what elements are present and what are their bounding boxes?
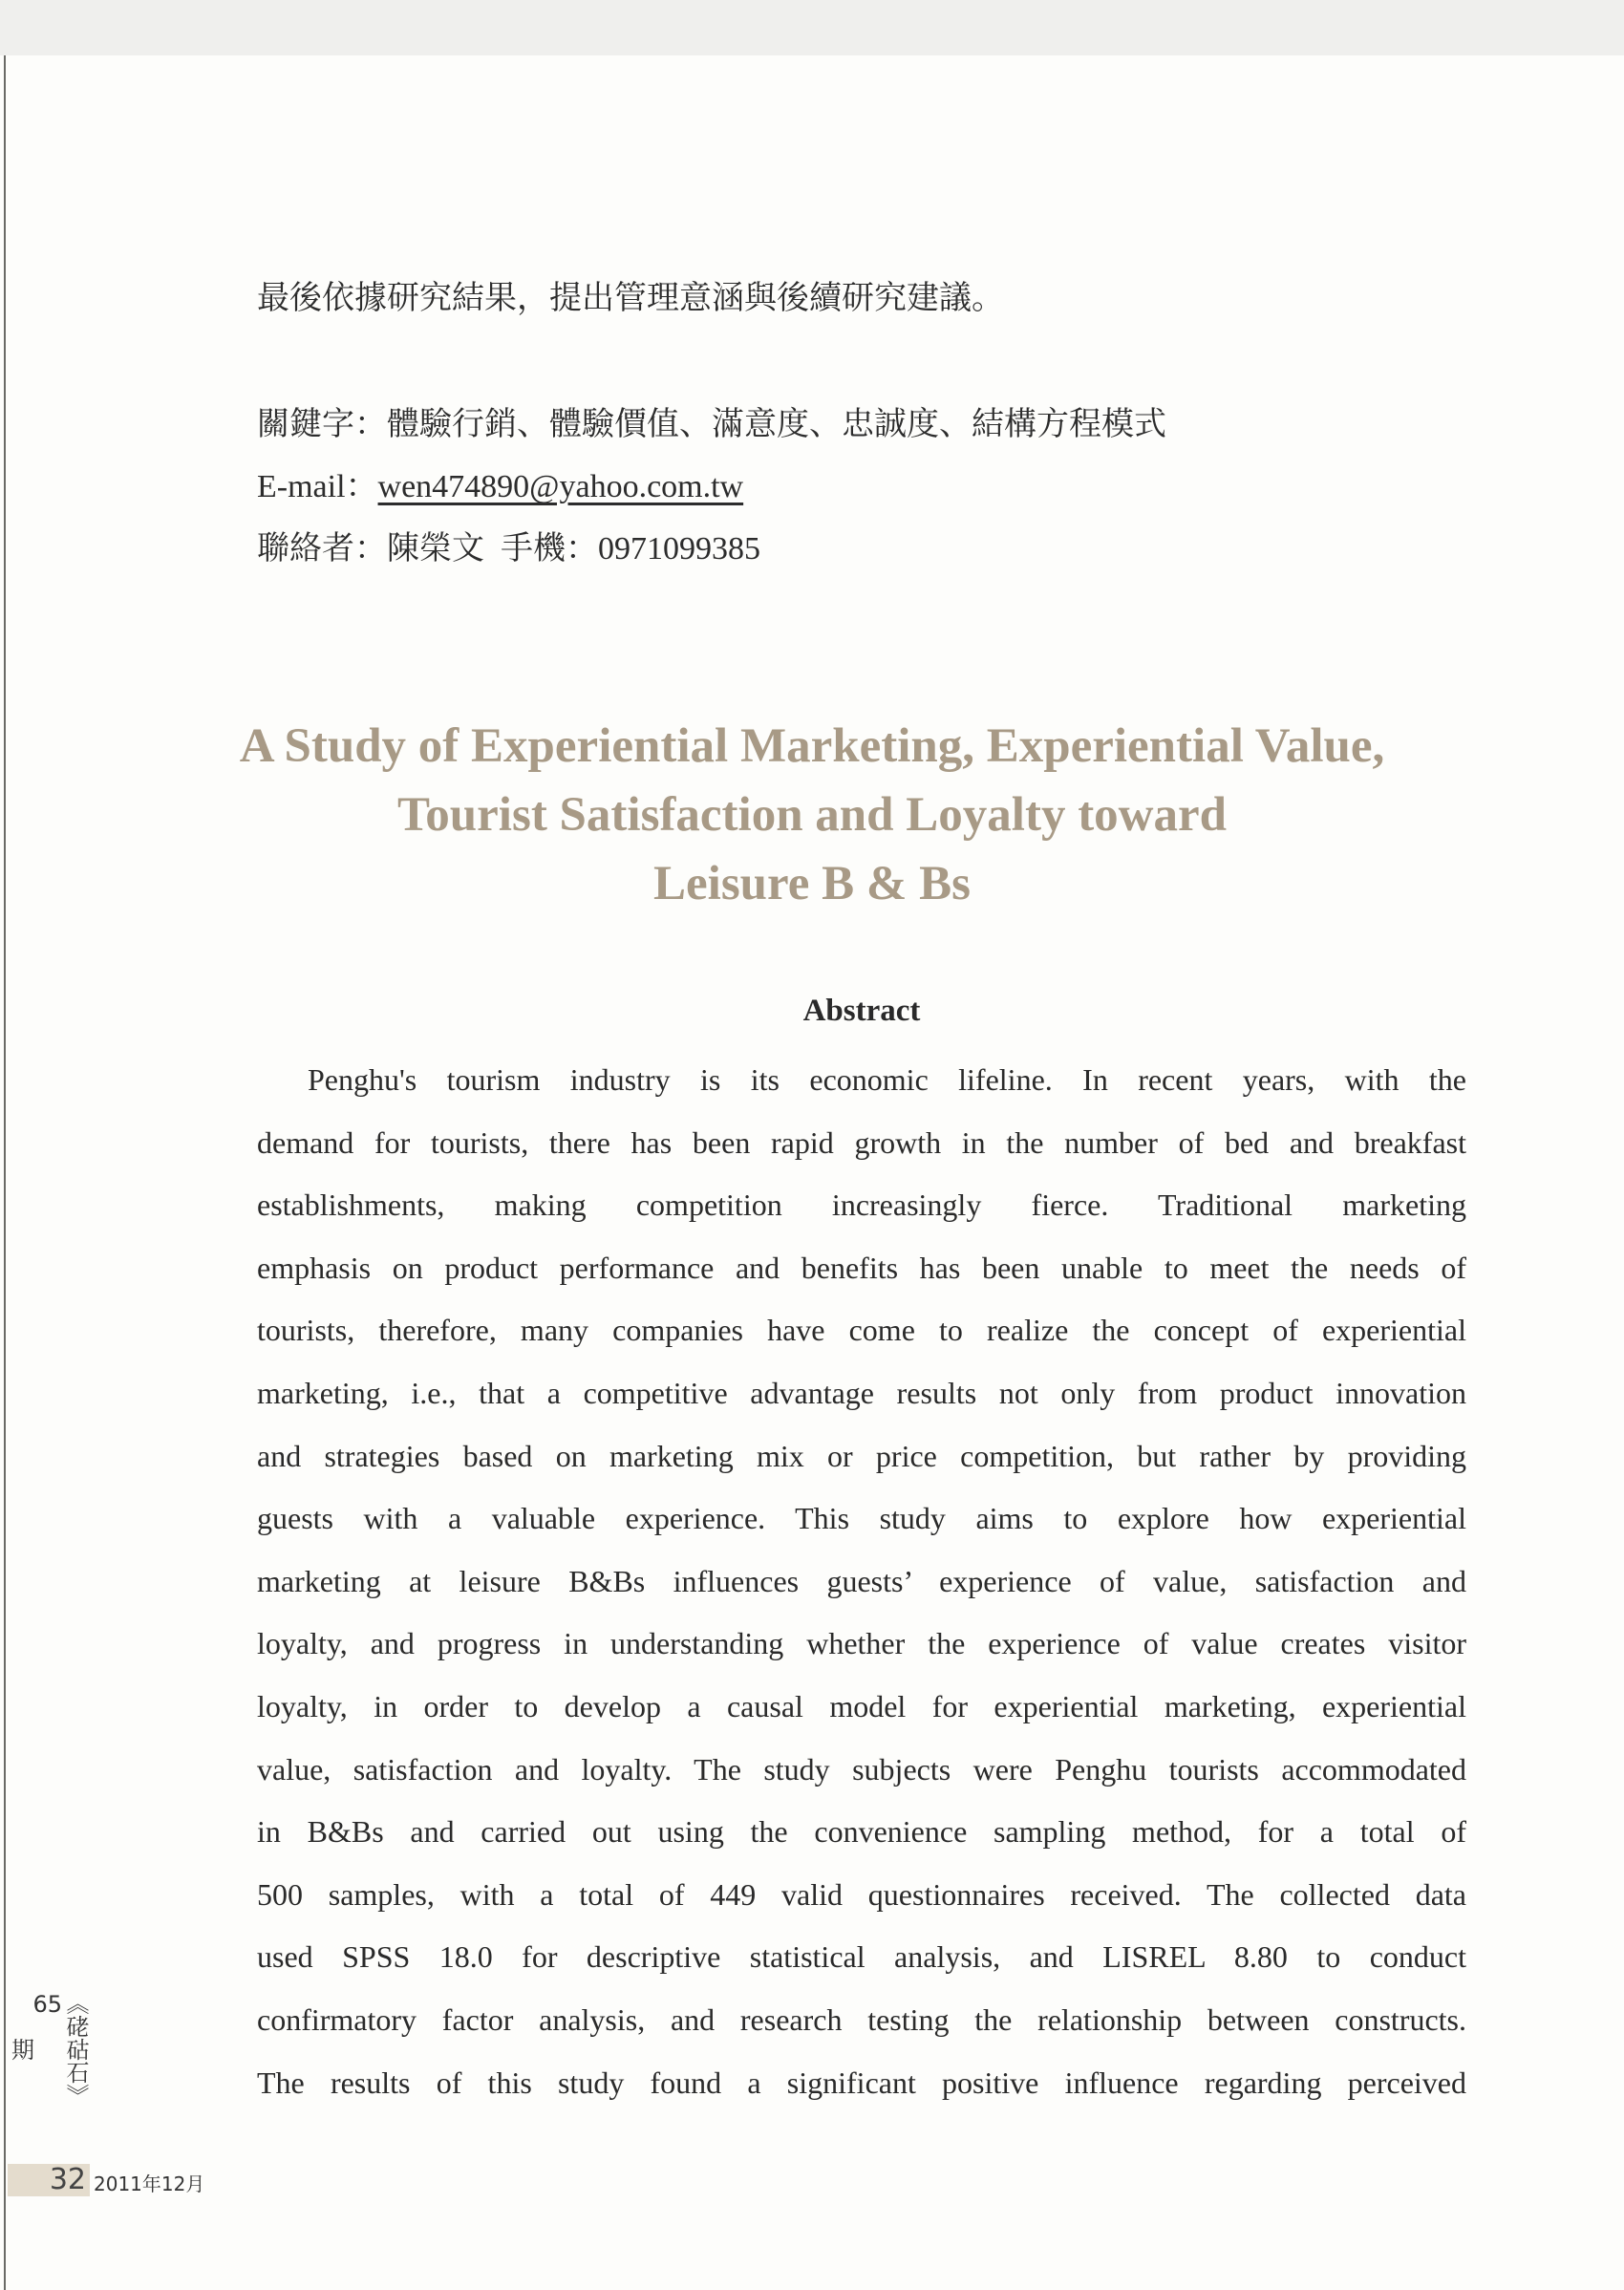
issue-date: 2011年12月 xyxy=(94,2172,205,2195)
abstract-line: establishments, making competition increasingly fierce. Traditional marketing xyxy=(257,1188,1466,1223)
abstract-line: tourists, therefore, many companies have come to realize the concept of experiential xyxy=(257,1313,1466,1348)
abstract-line: 500 samples, with a total of 449 valid questionnaires received. The collected data xyxy=(257,1876,1466,1912)
issue-suffix: 期 xyxy=(7,2038,34,2061)
scan-top-band xyxy=(0,0,1624,55)
phone: 0971099385 xyxy=(598,531,760,567)
abstract-line: loyalty, and progress in understanding whether the experience of value creates visitor xyxy=(257,1626,1466,1661)
abstract-line: used SPSS 18.0 for descriptive statistical analysis, and LISREL 8.80 to conduct xyxy=(257,1939,1466,1975)
page-edge-line xyxy=(4,55,6,2290)
abstract-line: value, satisfaction and loyalty. The study subjects were Penghu tourists accommodated xyxy=(257,1751,1466,1787)
abstract-line: loyalty, in order to develop a causal model for experiential marketing, experiential xyxy=(257,1688,1466,1723)
email-line xyxy=(257,460,743,506)
issue-number: 65 xyxy=(32,1991,62,2018)
email-link[interactable]: wen474890@yahoo.com.tw xyxy=(377,469,744,504)
abstract-line: emphasis on product performance and benefits has been unable to meet the needs of xyxy=(257,1250,1466,1285)
keywords-label: 關鍵字： xyxy=(257,407,387,442)
phone-label: 手機： xyxy=(501,531,598,567)
abstract-line: and strategies based on marketing mix or price competition, but rather by providing xyxy=(257,1438,1466,1473)
journal-issue-label xyxy=(7,1991,89,2107)
page-number: 32 xyxy=(8,2164,90,2196)
contact-line xyxy=(257,522,760,568)
abstract-line: in B&Bs and carried out using the convenience sampling method, for a total of xyxy=(257,1814,1466,1850)
abstract-line: marketing at leisure B&Bs influences guests’ experience of value, satisfaction and xyxy=(257,1563,1466,1598)
keywords-line xyxy=(257,397,1166,444)
contact-name: 陳榮文 xyxy=(387,531,484,567)
abstract-line: Penghu's tourism industry is its economic lifeline. In recent years, with the xyxy=(308,1062,1466,1097)
abstract-line: demand for tourists, there has been rapid growth in the number of bed and breakfast xyxy=(257,1124,1466,1160)
chinese-conclusion: 最後依據研究結果，提出管理意涵與後續研究建議。 xyxy=(257,281,1004,316)
abstract-line: marketing, i.e., that a competitive advantage results not only from product innovation xyxy=(257,1375,1466,1410)
title-line: Leisure B & Bs xyxy=(653,857,971,910)
title-line: Tourist Satisfaction and Loyalty toward xyxy=(396,788,1228,842)
abstract-heading: Abstract xyxy=(802,994,921,1028)
title-line: A Study of Experiential Marketing, Experiential Value, xyxy=(239,719,1385,773)
keywords: 體驗行銷、體驗價值、滿意度、忠誠度、結構方程模式 xyxy=(387,407,1166,442)
abstract-line: confirmatory factor analysis, and research testing the relationship between constructs. xyxy=(257,2001,1466,2037)
english-title xyxy=(0,712,1624,918)
contact-label: 聯絡者： xyxy=(257,531,387,567)
journal-name: 《硓𥑮石》 xyxy=(62,1992,89,2107)
abstract-body xyxy=(257,1057,1466,2122)
email-label: E-mail： xyxy=(257,469,378,504)
abstract-line: guests with a valuable experience. This study aims to explore how experiential xyxy=(257,1501,1466,1536)
abstract-line: The results of this study found a significant positive influence regarding perceived xyxy=(257,2065,1466,2100)
